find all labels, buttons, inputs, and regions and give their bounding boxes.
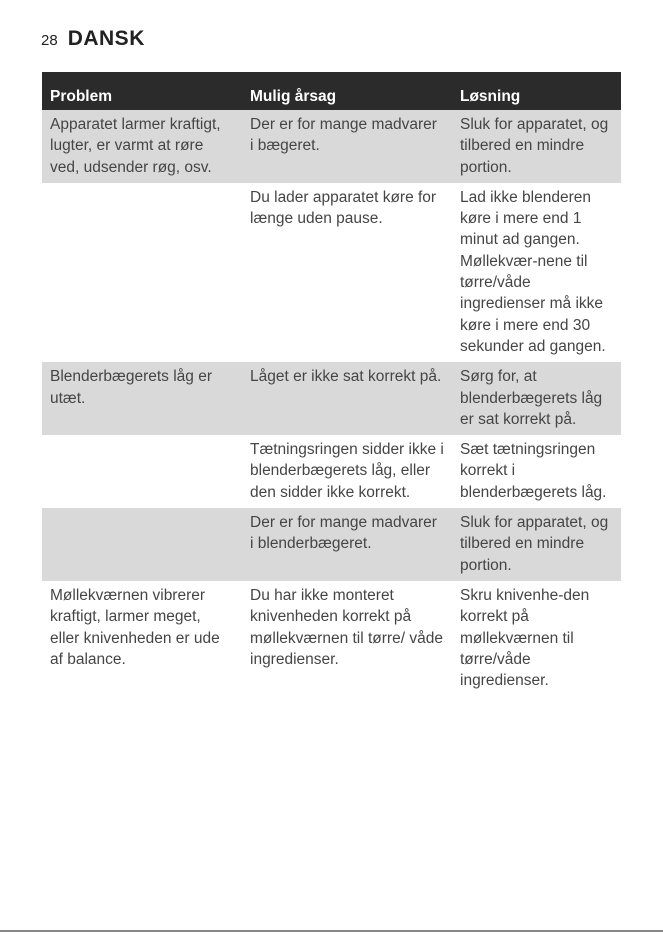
solution-cell: Sæt tætningsringen korrekt i blenderbægerets låg. — [452, 435, 621, 508]
cause-cell: Du har ikke monteret knivenheden korrekt på møllekværnen til tørre/ våde ingredienser. — [242, 581, 452, 696]
solution-cell: Sørg for, at blenderbægerets låg er sat korrekt på. — [452, 362, 621, 435]
problem-cell — [42, 508, 242, 581]
solution-cell: Lad ikke blenderen køre i mere end 1 minut ad gangen. Møllekvær-nene til tørre/våde ingredienser må ikke køre i mere end 30 sekunder ad gangen. — [452, 183, 621, 362]
problem-cell: Apparatet larmer kraftigt, lugter, er varmt at røre ved, udsender røg, osv. — [42, 110, 242, 183]
cause-cell: Tætningsringen sidder ikke i blenderbægerets låg, eller den sidder ikke korrekt. — [242, 435, 452, 508]
column-header-problem: Problem — [42, 72, 242, 110]
page-header — [41, 27, 145, 51]
table-row — [42, 362, 621, 435]
cause-cell: Låget er ikke sat korrekt på. — [242, 362, 452, 435]
problem-cell — [42, 183, 242, 362]
table-row — [42, 581, 621, 696]
problem-cell: Møllekværnen vibrerer kraftigt, larmer meget, eller knivenheden er ude af balance. — [42, 581, 242, 696]
solution-cell: Sluk for apparatet, og tilbered en mindre portion. — [452, 508, 621, 581]
problem-cell — [42, 435, 242, 508]
page-number: 28 — [41, 32, 58, 49]
solution-cell: Sluk for apparatet, og tilbered en mindre portion. — [452, 110, 621, 183]
table-row — [42, 110, 621, 183]
table-row — [42, 508, 621, 581]
cause-cell: Du lader apparatet køre for længe uden pause. — [242, 183, 452, 362]
table-row — [42, 183, 621, 362]
problem-cell: Blenderbægerets låg er utæt. — [42, 362, 242, 435]
cause-cell: Der er for mange madvarer i bægeret. — [242, 110, 452, 183]
table-row — [42, 435, 621, 508]
column-header-solution: Løsning — [452, 72, 621, 110]
column-header-cause: Mulig årsag — [242, 72, 452, 110]
cause-cell: Der er for mange madvarer i blenderbægeret. — [242, 508, 452, 581]
solution-cell: Skru knivenhe-den korrekt på møllekværnen til tørre/våde ingredienser. — [452, 581, 621, 696]
section-title: DANSK — [67, 27, 145, 50]
troubleshooting-table — [42, 72, 621, 696]
table-header — [42, 72, 621, 110]
footer-rule — [0, 930, 663, 932]
